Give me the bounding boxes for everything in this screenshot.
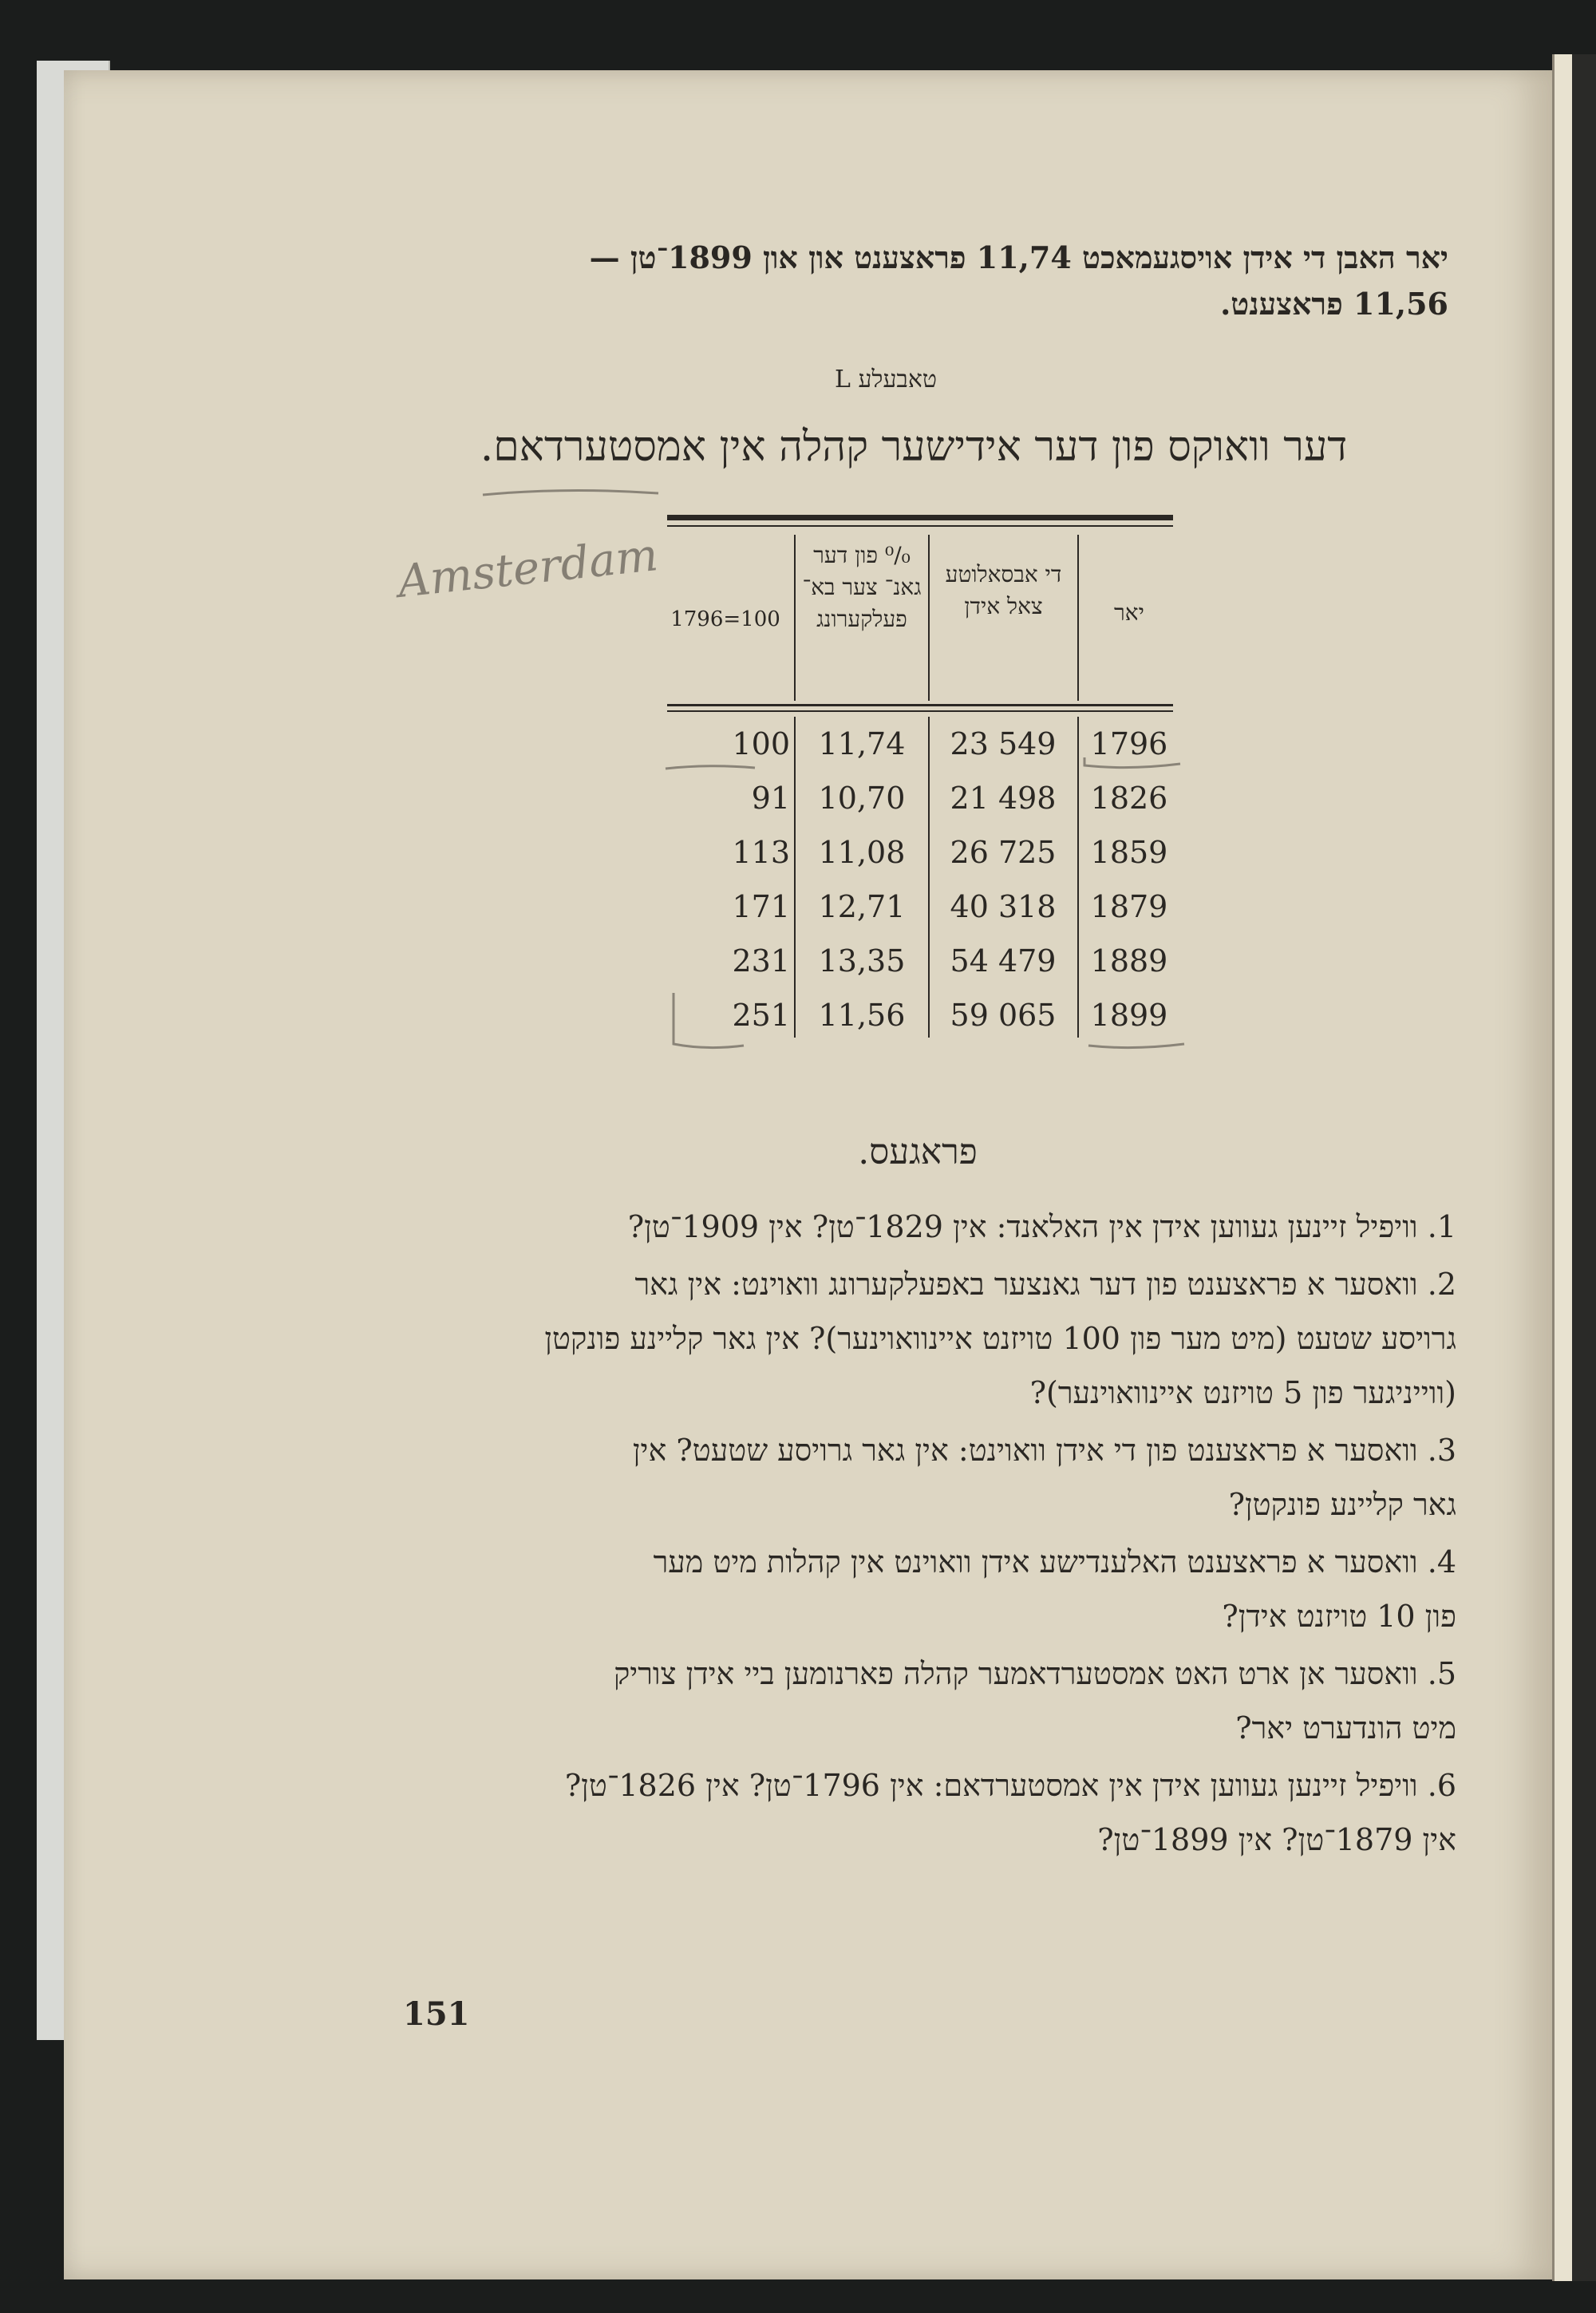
table-cell-year: 1899 xyxy=(1090,998,1168,1033)
question-5-line-2: מיט הונדערט יאר? xyxy=(1235,1710,1456,1746)
table-col-divider-4 xyxy=(1077,717,1079,1038)
question-5-line-1: 5. וואסער אן ארט האט אמסטערדאמער קהלה פארנומען ביי אידן צוריק xyxy=(613,1656,1456,1691)
table-top-rule-thick xyxy=(667,515,1173,520)
table-col-divider-5 xyxy=(928,717,930,1038)
question-2-line-3: (ווייניגער פון 5 טויזנט איינוואוינער)? xyxy=(1029,1375,1456,1410)
table-cell-absolute: 26 725 xyxy=(950,835,1057,870)
question-6-line-1: 6. וויפיל זיינען געווען אידן אין אמסטערדאם: אין 1796־טן? אין 1826־טן? xyxy=(564,1768,1456,1803)
pencil-underline-last-year xyxy=(1085,1038,1189,1054)
pencil-bracket-last-index xyxy=(667,990,747,1054)
header-percent: ⁰/₀ פון דער גאנ־ צער בא־ פעלקערונג xyxy=(802,542,922,632)
question-4-line-2: פון 10 טויזנט אידן? xyxy=(1222,1599,1456,1634)
table-cell-absolute: 40 318 xyxy=(950,889,1057,924)
table-header-rule-2 xyxy=(667,710,1173,712)
questions-title: פראגעס. xyxy=(858,1132,978,1172)
table-cell-index: 251 xyxy=(732,998,790,1033)
question-3-line-1: 3. וואסער א פראצענט פון די אידן וואוינט: אין גאר גרויסע שטעט? אין xyxy=(632,1433,1456,1468)
book-page xyxy=(64,70,1552,2279)
pencil-mark-row1-year xyxy=(1081,754,1185,773)
question-3-line-2: גאר קליינע פונקטן? xyxy=(1228,1487,1456,1522)
pencil-mark-row1-index xyxy=(662,762,758,773)
pencil-underline-title xyxy=(479,485,662,501)
header-index: 1796=100 xyxy=(670,607,780,631)
table-cell-percent: 11,74 xyxy=(818,726,906,761)
question-1-line-1: 1. וויפיל זיינען געווען אידן אין האלאנד: אין 1829־טן? אין 1909־טן? xyxy=(627,1209,1456,1244)
table-cell-year: 1796 xyxy=(1090,726,1168,761)
table-cell-index: 231 xyxy=(732,943,790,979)
table-cell-index: 91 xyxy=(751,781,790,816)
next-page-edge xyxy=(1572,54,1596,2281)
table-cell-absolute: 21 498 xyxy=(950,781,1057,816)
table-cell-absolute: 59 065 xyxy=(950,998,1057,1033)
page-number: 151 xyxy=(403,1995,470,2033)
table-cell-index: 100 xyxy=(732,726,790,761)
header-year: יאר xyxy=(1114,599,1144,626)
intro-line-1: יאר האבן די אידן אויסגעמאכט 11,74 פראצענט און און 1899־טן — xyxy=(589,239,1448,275)
intro-line-2: 11,56 פראצענט. xyxy=(1220,286,1448,322)
margin-note-handwriting: Amsterdam xyxy=(395,529,661,608)
table-cell-year: 1879 xyxy=(1090,889,1168,924)
table-cell-index: 113 xyxy=(732,835,790,870)
page-gutter xyxy=(1552,54,1574,2281)
table-header-rule-1 xyxy=(667,704,1173,706)
table-cell-index: 171 xyxy=(732,889,790,924)
table-cell-percent: 13,35 xyxy=(818,943,906,979)
table-cell-percent: 10,70 xyxy=(818,781,906,816)
table-col-divider-2 xyxy=(928,535,930,701)
question-4-line-1: 4. וואסער א פראצענט האלענדישע אידן וואוינט אין קהלות מיט מער xyxy=(653,1544,1456,1580)
table-caption: טאבעלע L xyxy=(834,366,938,393)
table-cell-absolute: 54 479 xyxy=(950,943,1057,979)
table-cell-year: 1889 xyxy=(1090,943,1168,979)
table-cell-percent: 11,56 xyxy=(818,998,906,1033)
table-col-divider-6 xyxy=(794,717,796,1038)
question-6-line-2: אין 1879־טן? אין 1899־טן? xyxy=(1097,1822,1456,1857)
question-2-line-1: 2. וואסער א פראצענט פון דער גאנצער באפעלקערונג וואוינט: אין גאר xyxy=(634,1267,1456,1302)
table-cell-year: 1826 xyxy=(1090,781,1168,816)
question-2-line-2: גרויסע שטעט (מיט מער פון 100 טויזנט איינוואוינער)? אין גאר קליינע פונקטן xyxy=(544,1321,1456,1356)
header-absolute: די אבסאלוטע צאל אידן xyxy=(945,561,1062,619)
table-cell-percent: 12,71 xyxy=(818,889,906,924)
table-title: דער וואוקס פון דער אידישער קהלה אין אמסטערדאם. xyxy=(480,423,1348,471)
table-top-rule-thin xyxy=(667,525,1173,527)
table-cell-absolute: 23 549 xyxy=(950,726,1057,761)
table-col-divider-3 xyxy=(794,535,796,701)
table-cell-percent: 11,08 xyxy=(818,835,906,870)
table-cell-year: 1859 xyxy=(1090,835,1168,870)
table-col-divider-1 xyxy=(1077,535,1079,701)
